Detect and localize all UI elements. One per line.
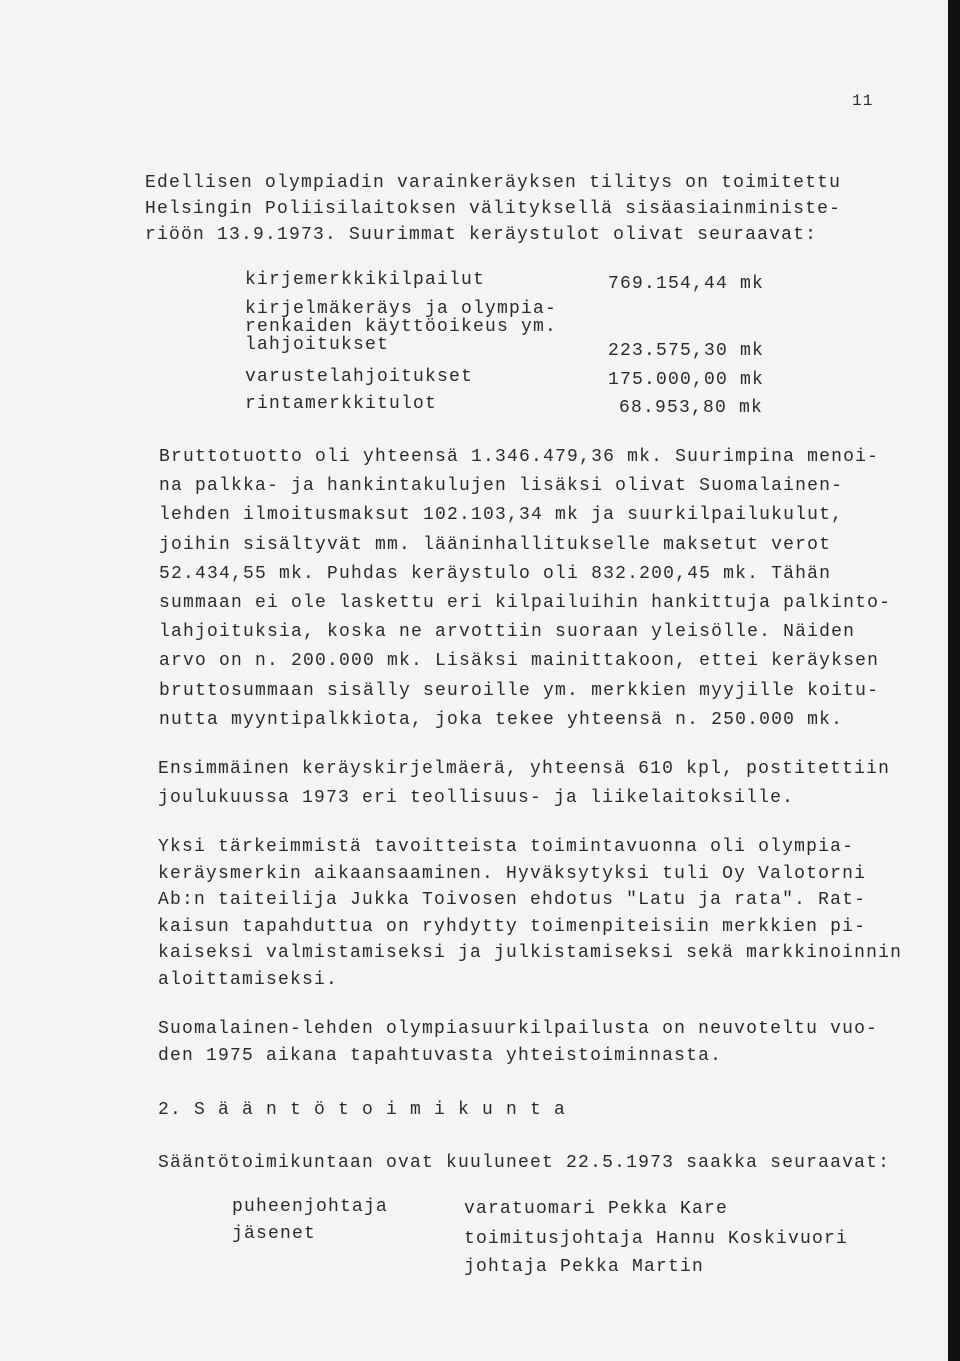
paragraph-2 xyxy=(159,443,891,735)
text-line: 52.434,55 mk. Puhdas keräystulo oli 832.200,45 mk. Tähän xyxy=(159,563,832,584)
paragraph-4 xyxy=(158,834,902,994)
text-line: Edellisen olympiadin varainkeräyksen tilitys on toimitettu xyxy=(145,173,842,193)
text-line: joulukuussa 1973 eri teollisuus- ja liikelaitoksille. xyxy=(158,788,795,808)
income-label-line: lahjoitukset xyxy=(245,335,390,355)
text-line: kaiseksi valmistamiseksi ja julkistamiseksi sekä markkinoinnin xyxy=(158,943,903,964)
scan-edge xyxy=(948,0,960,1361)
committee-member: varatuomari Pekka Kare xyxy=(464,1199,729,1219)
income-amount: 223.575,30 mk xyxy=(608,341,765,361)
text-line: Yksi tärkeimmistä tavoitteista toimintavuonna oli olympia- xyxy=(158,837,855,857)
income-label: kirjemerkkikilpailut xyxy=(245,270,486,290)
text-line: nutta myyntipalkkiota, joka tekee yhteensä n. 250.000 mk. xyxy=(159,709,844,730)
paragraph-5 xyxy=(158,1016,878,1070)
text-line: bruttosummaan sisälly seuroille ym. merkkien myyjille koitu- xyxy=(159,680,880,701)
text-line: lahjoituksia, koska ne arvottiin suoraan yleisölle. Näiden xyxy=(159,622,856,643)
income-label: rintamerkkitulot xyxy=(245,394,438,414)
text-line: arvo on n. 200.000 mk. Lisäksi mainittakoon, ettei keräyksen xyxy=(159,651,880,672)
text-line: Suomalainen-lehden olympiasuurkilpailusta on neuvoteltu vuo- xyxy=(158,1019,879,1039)
text-line: Bruttotuotto oli yhteensä 1.346.479,36 mk. Suurimpina menoi- xyxy=(159,447,880,467)
income-label xyxy=(245,300,557,354)
committee-member: johtaja Pekka Martin xyxy=(464,1257,705,1277)
text-line: den 1975 aikana tapahtuvasta yhteistoiminnasta. xyxy=(158,1046,723,1066)
section-heading: 2. S ä ä n t ö t o i m i k u n t a xyxy=(158,1100,567,1120)
committee-member: toimitusjohtaja Hannu Koskivuori xyxy=(464,1229,849,1249)
text-line: kaisun tapahduttua on ryhdytty toimenpiteisiin merkkien pi- xyxy=(158,916,867,937)
text-line: joihin sisältyvät mm. lääninhallitukselle maksetut verot xyxy=(159,534,832,555)
text-line: lehden ilmoitusmaksut 102.103,34 mk ja suurkilpailukulut, xyxy=(159,505,844,526)
committee-role: puheenjohtaja xyxy=(232,1197,389,1217)
text-line: na palkka- ja hankintakulujen lisäksi olivat Suomalainen- xyxy=(159,476,844,497)
income-amount: 68.953,80 mk xyxy=(619,398,764,418)
text-line: Helsingin Poliisilaitoksen välityksellä sisäasiainministe- xyxy=(145,199,842,219)
text-line: keräysmerkin aikaansaaminen. Hyväksytyksi tuli Oy Valotorni xyxy=(158,863,867,884)
income-amount: 175.000,00 mk xyxy=(608,370,765,390)
text-line: Ab:n taiteilija Jukka Toivosen ehdotus "Latu ja rata". Rat- xyxy=(158,890,867,911)
paragraph-1 xyxy=(145,170,841,248)
committee-role: jäsenet xyxy=(232,1224,317,1244)
income-amount: 769.154,44 mk xyxy=(608,274,765,294)
income-label-line: kirjelmäkeräys ja olympia- xyxy=(245,299,558,319)
paragraph-3 xyxy=(158,755,890,813)
text-line: riöön 13.9.1973. Suurimmat keräystulot olivat seuraavat: xyxy=(145,225,818,245)
page-number: 11 xyxy=(852,92,874,110)
text-line: summaan ei ole laskettu eri kilpailuihin hankittuja palkinto- xyxy=(159,593,892,614)
income-label-line: renkaiden käyttöoikeus ym. xyxy=(245,317,558,337)
text-line: aloittamiseksi. xyxy=(158,969,339,990)
text-line: Ensimmäinen keräyskirjelmäerä, yhteensä 610 kpl, postitettiin xyxy=(158,759,891,779)
paragraph-6: Sääntötoimikuntaan ovat kuuluneet 22.5.1973 saakka seuraavat: xyxy=(158,1153,891,1173)
income-label: varustelahjoitukset xyxy=(245,367,474,387)
